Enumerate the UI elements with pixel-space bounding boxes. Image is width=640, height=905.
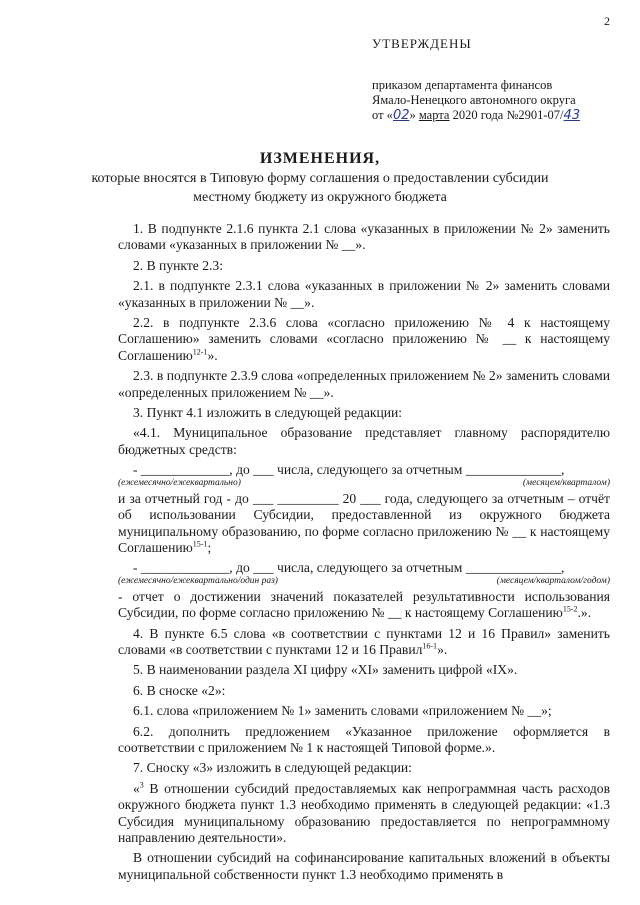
caption-left: (ежемесячно/ежеквартально/один раз) [118,575,278,586]
footnote-ref: 3 [139,780,144,790]
caption-left: (ежемесячно/ежеквартально) [118,477,241,488]
paragraph-12-text: 4. В пункте 6.5 слова «в соответствии с пунктами 12 и 16 Правил» заменить словами «в соответствии с пунктами 12 и 16 Правил [118,625,610,657]
footnote-ref: 15-2 [562,604,578,614]
approval-line-2: Ямало-Ненецкого автономного округа [372,93,576,107]
approval-title: УТВЕРЖДЕНЫ [372,36,472,51]
paragraph-11-end: .». [577,605,592,621]
paragraph-16: 6.2. дополнить предложением «Указанное приложение оформляется в соответствии с приложением № 1 к настоящей Типовой форме.». [118,723,610,755]
paragraph-18-text: В отношении субсидий предоставляемых как непрограммная часть расходов окружного бюджета пункт 1.3 необходимо применять в следующей редакции: «1.3 Субсидия муниципальному образованию предоставляется по непрограммному направлению деятельности». [118,780,610,845]
approval-line-3 [372,108,632,123]
paragraph-19: В отношении субсидий на софинансирование капитальных вложений в объекты муниципальной собственности пункт 1.3 необходимо применять в [118,850,610,882]
page-number: 2 [604,14,610,28]
paragraph-12-end: ». [437,641,448,657]
caption-row-1 [118,478,610,489]
date-sep: » [409,108,419,122]
paragraph-4-text: 2.2. в подпункте 2.3.6 слова «согласно приложению № 4 к настоящему Соглашению» заменить словами «согласно приложению № __ к настоящему Соглашению [118,315,610,363]
paragraph-6: 3. Пункт 4.1 изложить в следующей редакции: [133,405,403,421]
paragraph-15: 6.1. слова «приложением № 1» заменить словами «приложением № __»; [133,703,552,719]
paragraph-1: 1. В подпункте 2.1.6 пункта 2.1 слова «указанных в приложении № 2» заменить словами «указанных в приложении № __». [118,221,610,253]
approval-line-1: приказом департамента финансов [372,78,553,92]
paragraph-3: 2.1. в подпункте 2.3.1 слова «указанных в приложении № 2» заменить словами «указанных в приложении № __». [118,278,610,310]
caption-row-2 [118,576,610,587]
paragraph-9-text: и за отчетный год - до ___ _________ 20 ___ года, следующего за отчетным – отчёт об использовании Субсидии, предоставленной из окружного бюджета муниципальному образованию, по форме согласно приложению № __ к настоящему Соглашению [118,490,610,555]
paragraph-17: 7. Сноску «3» изложить в следующей редакции: [133,760,412,776]
caption-right: (месяцем/кварталом) [522,477,610,488]
paragraph-11 [118,589,610,622]
paragraph-7: «4.1. Муниципальное образование представляет главному распорядителю бюджетных средств: [118,425,610,457]
handwritten-number: 43 [563,108,581,123]
paragraph-2: 2. В пункте 2.3: [133,257,223,273]
paragraph-11-text: - отчет о достижении значений показателей результативности использования Субсидии, по форме согласно приложению № __ к настоящему Соглашению [118,588,610,621]
paragraph-18 [118,781,610,847]
order-number-prefix: 2020 года №2901-07/ [449,108,564,122]
month: марта [418,108,450,122]
document-heading [0,150,640,206]
paragraph-10: - _____________, до ___ числа, следующего за отчетным ______________, [133,560,565,576]
document-body [118,221,610,887]
paragraph-4 [118,315,610,364]
paragraph-4-end: ». [207,347,218,363]
paragraph-9-end: ; [207,539,212,555]
paragraph-8: - _____________, до ___ числа, следующего за отчетным ______________, [133,462,565,478]
date-prefix: от « [372,108,393,122]
heading-subtitle-2: местному бюджету из окружного бюджета [193,190,447,205]
quote-open: « [133,780,140,796]
handwritten-day: 02 [392,108,410,123]
paragraph-9 [118,491,610,557]
paragraph-5: 2.3. в подпункте 2.3.9 слова «определенных приложением № 2» заменить словами «определенных приложением № __». [118,368,610,400]
paragraph-14: 6. В сноске «2»: [133,682,226,698]
footnote-ref: 15-1 [192,539,208,549]
footnote-ref: 12-1 [192,347,208,357]
footnote-ref: 16-1 [422,641,438,651]
caption-right: (месяцем/кварталом/годом) [496,575,610,586]
paragraph-13: 5. В наименовании раздела XI цифру «XI» заменить цифрой «IX». [133,662,518,678]
approval-block [372,36,632,123]
heading-subtitle-1: которые вносятся в Типовую форму соглашения о предоставлении субсидии [91,171,549,186]
heading-title: ИЗМЕНЕНИЯ, [259,150,381,167]
paragraph-12 [118,626,610,659]
